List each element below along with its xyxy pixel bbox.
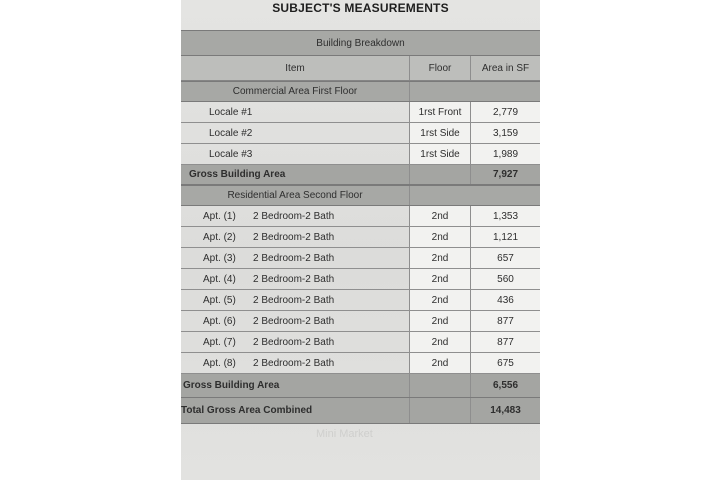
area-cell: 560 [471, 269, 540, 289]
apt-number: Apt. (3) [203, 252, 236, 264]
residential-gross-row [181, 374, 540, 398]
apt-number: Apt. (4) [203, 273, 236, 285]
section-title-band [181, 30, 540, 56]
gross-label: Gross Building Area [181, 374, 410, 397]
floor-cell: 2nd [410, 353, 471, 373]
section-title: Building Breakdown [316, 37, 405, 49]
apt-type: 2 Bedroom-2 Bath [253, 273, 335, 285]
total-value: 14,483 [490, 405, 521, 416]
floor-cell: 2nd [410, 290, 471, 310]
area-cell: 2,779 [471, 102, 540, 122]
area-cell: 877 [471, 311, 540, 331]
apt-number: Apt. (6) [203, 315, 236, 327]
gross-value: 7,927 [492, 169, 519, 180]
apt-type: 2 Bedroom-2 Bath [253, 252, 335, 264]
area-cell: 436 [471, 290, 540, 310]
table-row [181, 332, 540, 353]
apt-number: Apt. (1) [203, 210, 236, 222]
table-row [181, 102, 540, 123]
apt-type: 2 Bedroom-2 Bath [253, 357, 335, 369]
item-cell [181, 227, 410, 247]
apt-type: 2 Bedroom-2 Bath [253, 294, 335, 306]
commercial-heading-row [181, 81, 540, 102]
total-row [181, 398, 540, 424]
apt-type: 2 Bedroom-2 Bath [253, 210, 335, 222]
apt-number: Apt. (5) [203, 294, 236, 306]
floor-cell: 1rst Front [410, 102, 471, 122]
floor-cell: 2nd [410, 227, 471, 247]
table-row [181, 206, 540, 227]
commercial-heading: Commercial Area First Floor [181, 82, 410, 101]
table-row [181, 248, 540, 269]
area-cell: 675 [471, 353, 540, 373]
total-floor-empty [410, 398, 471, 423]
apt-type: 2 Bedroom-2 Bath [253, 315, 335, 327]
gross-floor-empty [410, 374, 471, 397]
item-cell: Locale #2 [181, 123, 410, 143]
gross-label: Gross Building Area [181, 165, 410, 184]
table-row [181, 353, 540, 374]
item-cell: Locale #1 [181, 102, 410, 122]
item-cell [181, 353, 410, 373]
apt-number: Apt. (2) [203, 231, 236, 243]
total-label: Total Gross Area Combined [181, 398, 410, 423]
item-cell [181, 311, 410, 331]
area-cell: 877 [471, 332, 540, 352]
floor-cell: 1rst Side [410, 144, 471, 164]
table-header-row [181, 56, 540, 81]
document-title: SUBJECT'S MEASUREMENTS [272, 1, 449, 15]
item-cell [181, 290, 410, 310]
item-cell: Locale #3 [181, 144, 410, 164]
table-row [181, 290, 540, 311]
floor-cell: 1rst Side [410, 123, 471, 143]
area-cell: 657 [471, 248, 540, 268]
gross-value: 6,556 [492, 380, 519, 391]
column-header-item: Item [181, 56, 410, 80]
area-cell: 1,989 [471, 144, 540, 164]
area-cell: 3,159 [471, 123, 540, 143]
floor-cell: 2nd [410, 248, 471, 268]
item-cell [181, 248, 410, 268]
area-cell: 1,353 [471, 206, 540, 226]
residential-heading-filler [410, 186, 540, 205]
table-row [181, 227, 540, 248]
floor-cell: 2nd [410, 311, 471, 331]
floor-cell: 2nd [410, 269, 471, 289]
floor-cell: 2nd [410, 332, 471, 352]
apt-number: Apt. (7) [203, 336, 236, 348]
apt-type: 2 Bedroom-2 Bath [253, 336, 335, 348]
apt-type: 2 Bedroom-2 Bath [253, 231, 335, 243]
table-row [181, 311, 540, 332]
apt-number: Apt. (8) [203, 357, 236, 369]
commercial-heading-filler [410, 82, 540, 101]
floor-cell: 2nd [410, 206, 471, 226]
gross-floor-empty [410, 165, 471, 184]
residential-heading: Residential Area Second Floor [181, 186, 410, 205]
table-row [181, 269, 540, 290]
residential-heading-row [181, 185, 540, 206]
table-row [181, 123, 540, 144]
ghost-footer-text: Mini Market [316, 428, 373, 440]
item-cell [181, 206, 410, 226]
column-header-floor: Floor [410, 56, 471, 80]
document-page [181, 0, 540, 480]
table-row [181, 144, 540, 165]
column-header-area: Area in SF [481, 62, 530, 74]
area-cell: 1,121 [471, 227, 540, 247]
item-cell [181, 332, 410, 352]
commercial-gross-row [181, 165, 540, 185]
item-cell [181, 269, 410, 289]
